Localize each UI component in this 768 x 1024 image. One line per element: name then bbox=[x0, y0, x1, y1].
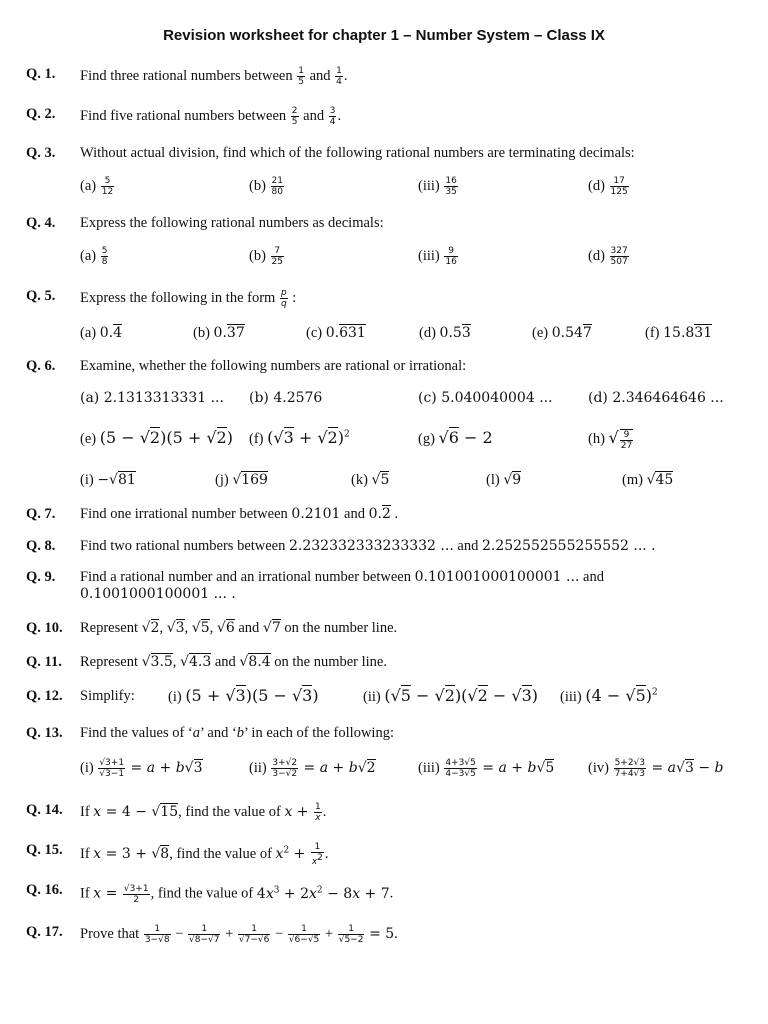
question-number: Q. 7. bbox=[26, 506, 56, 522]
part-d: (d) 0.53 bbox=[419, 325, 471, 341]
question-number: Q. 5. bbox=[26, 288, 56, 304]
question-number: Q. 13. bbox=[26, 725, 63, 741]
part-d: (d) 2.346464646 ... bbox=[588, 390, 724, 406]
part-f: (f) $(√3 + √2)^2$ bbox=[249, 428, 350, 447]
question-text: If x = $\frac{√3+1}{2}$ , find the value of $4x^3 + 2x^2 - 8x + 7$. bbox=[80, 883, 394, 905]
question-text: Prove that $\frac{1}{3-√8}$ − $\frac{1}{√8-√7}$ + $\frac{1}{√7-√6}$ − $\frac{1}{√6-√5}$ + $\frac{1}{√5-2}$ = 5. bbox=[80, 924, 398, 945]
question-text: Express the following rational numbers as decimals: bbox=[80, 215, 384, 231]
question-number: Q. 16. bbox=[26, 882, 63, 898]
question-number: Q. 10. bbox=[26, 620, 63, 636]
part-a: (a) $\frac{5}{8}$ bbox=[80, 246, 108, 267]
question-text: Find the values of ‘a’ and ‘b’ in each of the following: bbox=[80, 725, 394, 741]
question-text: Examine, whether the following numbers are rational or irrational: bbox=[80, 358, 467, 374]
part-iv: (iv) $\frac{5+2√3}{7+4√3}$ = a√3 − b bbox=[588, 758, 724, 779]
part-e: (e) 0.547 bbox=[532, 325, 592, 341]
part-d: (d) $\frac{327}{507}$ bbox=[588, 246, 628, 267]
question-text: If x = 3 + √8, find the value of $x^2$ + $\frac{1}{x^2}$ . bbox=[80, 842, 329, 867]
part-f: (f) 15.831 bbox=[645, 325, 713, 341]
question-number: Q. 9. bbox=[26, 569, 56, 585]
question-text: Simplify: bbox=[80, 688, 135, 704]
part-h: (h) √ $\frac{9}{27}$ bbox=[588, 428, 633, 451]
worksheet-title: Revision worksheet for chapter 1 – Number System – Class IX bbox=[163, 27, 605, 44]
question-number: Q. 17. bbox=[26, 924, 63, 940]
part-l: (l) √9 bbox=[486, 472, 522, 488]
part-i: (i) $\frac{√3+1}{√3-1}$ = a + b√3 bbox=[80, 758, 203, 779]
question-text: Find five rational numbers between $\frac{2}{5}$ and $\frac{3}{4}$ . bbox=[80, 106, 342, 127]
question-number: Q. 11. bbox=[26, 654, 62, 670]
question-number: Q. 15. bbox=[26, 842, 63, 858]
part-b: (b) $\frac{21}{80}$ bbox=[249, 176, 283, 197]
question-number: Q. 2. bbox=[26, 106, 56, 122]
part-ii: (ii) (√5 − √2)(√2 − √3) bbox=[363, 686, 539, 705]
question-text: Find one irrational number between 0.2101 and 0.2 . bbox=[80, 506, 399, 522]
question-number: Q. 12. bbox=[26, 688, 63, 704]
question-text: Represent √3.5, √4.3 and √8.4 on the number line. bbox=[80, 654, 387, 670]
question-number: Q. 6. bbox=[26, 358, 56, 374]
part-d: (d) $\frac{17}{125}$ bbox=[588, 176, 628, 197]
question-text: Find two rational numbers between 2.232332333233332 ... and 2.252552555255552 ... . bbox=[80, 538, 656, 554]
question-number: Q. 4. bbox=[26, 215, 56, 231]
part-m: (m) √45 bbox=[622, 472, 674, 488]
question-number: Q. 8. bbox=[26, 538, 56, 554]
part-i: (i) −√81 bbox=[80, 472, 136, 488]
part-a: (a) 0.4 bbox=[80, 325, 122, 341]
part-j: (j) √169 bbox=[215, 472, 268, 488]
part-iii: (iii) $\frac{16}{35}$ bbox=[418, 176, 457, 197]
part-e: (e) (5 − √2)(5 + √2) bbox=[80, 428, 233, 447]
part-k: (k) √5 bbox=[351, 472, 390, 488]
part-b: (b) 0.37 bbox=[193, 325, 245, 341]
part-b: (b) $\frac{7}{25}$ bbox=[249, 246, 283, 267]
question-text: Find a rational number and an irrational number between 0.101001000100001 ... and 0.1001000100001 ... . bbox=[80, 569, 604, 602]
question-text: Represent √2, √3, √5, √6 and √7 on the number line. bbox=[80, 620, 398, 636]
part-iii: (iii) $\frac{9}{16}$ bbox=[418, 246, 457, 267]
part-c: (c) 0.631 bbox=[306, 325, 366, 341]
question-number: Q. 1. bbox=[26, 66, 56, 82]
part-a: (a) 2.1313313331 ... bbox=[80, 390, 224, 406]
part-a: (a) $\frac{5}{12}$ bbox=[80, 176, 114, 197]
part-iii: (iii) $\frac{4+3√5}{4-3√5}$ = a + b√5 bbox=[418, 758, 555, 779]
question-text: Without actual division, find which of the following rational numbers are terminating decimals: bbox=[80, 145, 635, 161]
question-number: Q. 14. bbox=[26, 802, 63, 818]
part-c: (c) 5.040040004 ... bbox=[418, 390, 553, 406]
part-g: (g) √6 − 2 bbox=[418, 428, 493, 447]
question-text: Express the following in the form $\frac{p}{q}$ : bbox=[80, 288, 297, 309]
part-iii: (iii) $(4 - √5)^2$ bbox=[560, 686, 658, 705]
question-number: Q. 3. bbox=[26, 145, 56, 161]
part-b: (b) 4.2576 bbox=[249, 390, 323, 406]
part-i: (i) (5 + √3)(5 − √3) bbox=[168, 686, 319, 705]
part-ii: (ii) $\frac{3+√2}{3-√2}$ = a + b√2 bbox=[249, 758, 376, 779]
question-text: Find three rational numbers between $\frac{1}{5}$ and $\frac{1}{4}$ . bbox=[80, 66, 348, 87]
question-text: If x = 4 − √15, find the value of x + $\frac{1}{x}$ . bbox=[80, 802, 327, 823]
